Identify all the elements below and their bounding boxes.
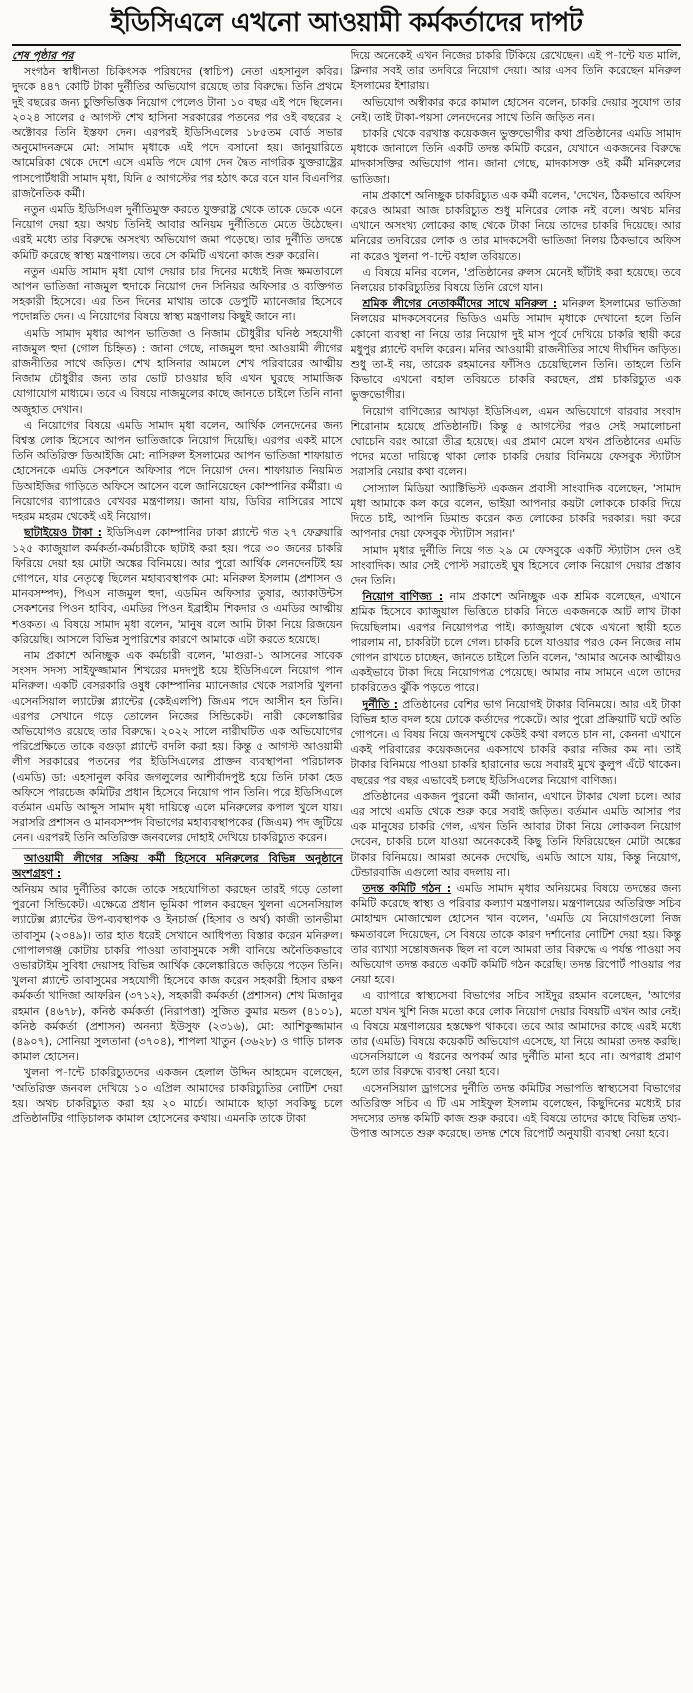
subhead: আওয়ামী লীগের সক্রিয় কর্মী হিসেবে মনিরুলের বিভিন্ন অনুষ্ঠানে অংশগ্রহণ : bbox=[12, 851, 343, 880]
kicker: শেষ পৃষ্ঠার পর bbox=[12, 49, 74, 62]
paragraph bbox=[12, 525, 343, 647]
paragraph: সংগঠন স্বাধীনতা চিকিৎসক পরিষদের (স্বাচিপ) নেতা এহসানুল কবির। দুদকে ৪৪৭ কোটি টাকা দুর্নীতির অভিযোগ রয়েছে তার বিরুদ্ধে। তিনি প্রথমে দুই বছরের জন্য চুক্তিভিত্তিক নিয়োগ পেলেও টানা ১০ বছর এই পদে ছিলেন। ২০২৪ সালের ৫ আগস্ট শেখ হাসিনা সরকারের পতনের পর ওই বছরের ২ অক্টোবর তিনি ইস্তফা দেন। এরপরই ইডিসিএলের ১৮৫তম বোর্ড সভার অনুমোদনক্রমে মো: সামাদ মৃধাকে এই পদে বসানো হয়। জানুয়ারিতে আমেরিকা থেকে দেশে এসে এমডি পদে যোগ দেন দ্বৈত নাগরিক যুক্তরাষ্ট্রের পাসপোর্টধারী সামাদ মৃধা, যিনি ৫ আগস্টের পর হঠাৎ করে বনে যান বিএনপির রাজনৈতিক কর্মী। bbox=[12, 65, 343, 200]
headline: ইডিসিএলে এখনো আওয়ামী কর্মকর্তাদের দাপট bbox=[110, 8, 583, 38]
paragraph: নাম প্রকাশে অনিচ্ছুক চাকরিচ্যুত এক কর্মী বলেন, 'দেখেন, ঠিকভাবে অফিস করেও আমরা আজ চাকরিচ্যুত শুধু মনিরের লোক নই বলে। অথচ মনির এখানে অসংখ্য লোকের কাছ থেকে টাকা নিয়ে তাদের চাকরি দিয়েছে। আর মনিরের তদবিরের লোক ও তার মাদকসেবী ভাতিজা নিলয় ঠিকভাবে অফিস না করেও খুলনা প-ান্টে বহাল তবিয়তে। bbox=[350, 188, 681, 263]
paragraph: এমডি সামাদ মৃধার আপন ভাতিজা ও নিজাম চৌধুরীর ঘনিষ্ঠ সহযোগী নাজমুল হুদা (গোল চিহ্নিত) : জানা গেছে, নাজমুল হুদা আওয়ামী লীগের রাজনীতির সাথে জড়িত। শেখ হাসিনার আমলে শেখ পরিবারের আত্মীয় নিজাম চৌধুরীর জন্য তার ভোট চাওয়ার ছবি এখন ঘুরছে সামাজিক যোগাযোগ মাধ্যমে। তবে এ বিষয়ে নাজমুলের কাছে জানতে চাইলে তিনি নানা অজুহাত দেখান। bbox=[12, 326, 343, 416]
paragraph: এ বিষয়ে মনির বলেন, 'প্রতিষ্ঠানের রুলস মেনেই ছাঁটাই করা হয়েছে। তবে নিলয়ের চাকরিচ্যুতির বিষয়ে তিনি রেগে যান। bbox=[350, 265, 681, 295]
paragraph-text: এমডি সামাদ মৃধার অনিয়মের বিষয়ে তদন্তের জন্য কমিটি করেছে স্বাস্থ্য ও পরিবার কল্যাণ মন্ত্রণালয়। মন্ত্রণালয়ের অতিরিক্ত সচিব মোহাম্মদ মোজাম্মেল হোসেন খান বলেন, 'এমডি যে নিয়োগগুলো নিজ ক্ষমতাবলে দিয়েছেন, সে বিষয়ে তাকে কারণ দর্শানোর নোটিশ দেয়া হয়। কিন্তু তার ব্যাখ্যা সন্তোষজনক ছিল না বলে আমরা তার বিরুদ্ধে এ পর্যন্ত পাওয়া সব অভিযোগ তদন্ত করতে একটি কমিটি গঠন করেছি। তদন্ত রিপোর্ট পাওয়ার পর নেয়া হবে। bbox=[350, 881, 681, 987]
paragraph: নিয়োগ বাণিজ্যের আখড়া ইডিসিএল, এমন অভিযোগে বারবার সংবাদ শিরোনাম হয়েছে প্রতিষ্ঠানটি। কিন্তু ৫ আগস্টের পরও সেই সমালোচনা ঘোচেনি বরং আরো তীব্র হয়েছে। এর প্রমাণ মেলে যখন প্রতিষ্ঠানের এমডি পদের মতো দায়িত্বে থাকা লোক চাকরি দেয়ার বিনিময়ে ফেসবুক স্ট্যাটাস সরাসরি নেয়ার কথা বলেন। bbox=[350, 404, 681, 479]
paragraph: নাম প্রকাশে অনিচ্ছুক এক কর্মচারী বলেন, 'মাগুরা-১ আসনের সাবেক সংসদ সদস্য সাইফুজ্জামান শিখরের মদদপুষ্ট হয়ে ইডিসিএলে নিয়োগ পান মনিরুল। একটি বেসরকারি ওষুধ কোম্পানির ম্যানেজার থেকে সরাসরি খুলনা এসেনসিয়াল ল্যাটেক্স প্ল্যান্টের (কেইএলপি) জিএম পদে আসীন হন তিনি। এরপর সেখানে গড়ে তোলেন নিজের সিন্ডিকেট। নারী কেলেঙ্কারির অভিযোগও রয়েছে তার বিরুদ্ধে। ২০২২ সালে নারীঘটিত এক অভিযোগের পরিপ্রেক্ষিতে তাকে বগুড়া প্ল্যান্টে বদলি করা হয়। কিন্তু ৫ আগস্ট আওয়ামী লীগ সরকারের পতনের পর ইডিসিএলের প্রাক্তন ব্যবস্থাপনা পরিচালক (এমডি) ডা: এহসানুল কবির জগলুলের আশীর্বাদপুষ্ট হয়ে তিনি ঢাকা হেড অফিসে পারচেজ কমিটির প্রধান হিসেবে নিয়োগ পান তিনি। পরে ইডিসিএলে বর্তমান এমডি আব্দুস সামাদ মৃধা দায়িত্বে এলে মনিরুলের কপাল খুলে যায়। সরাসরি প্রশাসন ও মানবসম্পদ বিভাগের মহাব্যবস্থাপকের (জিএম) পদ জুটিয়ে নেন। এরপরই তিনি অতিরিক্ত জনবলের দোহাই দেখিয়ে চাকরিচ্যুত করেন। bbox=[12, 648, 343, 845]
paragraph bbox=[351, 881, 682, 987]
subhead: তদন্ত কমিটি গঠন : bbox=[362, 881, 452, 895]
paragraph: অনিয়ম আর দুর্নীতির কাজে তাকে সহযোগিতা করছেন তারই গড়ে তোলা পুরনো সিন্ডিকেট। এক্ষেত্রে প্রধান ভূমিকা পালন করছেন খুলনা এসেনসিয়াল ল্যাটেক্স প্ল্যান্টের উপ-ব্যবস্থাপক ও ইনচার্জ (হিসাব ও অর্থ) কাজী তানভীমা তাবাসুম (২৩৪৯)। তার হাত ধরেই সেখানে আধিপত্য বিস্তার করেন মনিরুল। গোপালগঞ্জ কোটায় চাকরি পাওয়া তাবাসুমকে সঙ্গী বানিয়ে অনৈতিকভাবে ওভারটাইম সুবিধা দেয়াসহ বিভিন্ন আর্থিক কেলেঙ্কারিতে জড়িয়ে পড়েন তিনি। খুলনা প্ল্যান্টে তাবাসুমের সহযোগী হিসেবে কাজ করেন সহকারী হিসাব রক্ষণ কর্মকর্তা খাদিজা আফরিন (৩৭১২), সহকারী কর্মকর্তা (প্রশাসন) শেখ মিজানুর রহমান (৪৬৭৮), কনিষ্ঠ কর্মকর্তা (নিরাপত্তা) সুজিত কুমার মন্ডল (৪১০১), কনিষ্ঠ কর্মকর্তা (প্রশাসন) অনন্যা ইউসুফ (২৩১৬), মো: আশিকুজ্জামান (৪৯০৭), সোনিয়া সুলতানা (৩৭০৪), শাপলা খাতুন (৩৬২৮) ও গাড়ি চালক কামাল হোসেন। bbox=[12, 882, 343, 1064]
paragraph: এ ব্যাপারে স্বাস্থ্যসেবা বিভাগের সচিব সাইদুর রহমান বলেছেন, 'আগের মতো যখন খুশি নিজ মতো করে লোক নিয়োগ দেয়ার বিষয়টি এখন আর নেই। এ বিষয়ে মন্ত্রণালয়ের হস্তক্ষেপ থাকবে। তবে আর আমাদের কাছে এরই মধ্যে তার (এমডি) বিষয়ে কয়েকটি অভিযোগ এসেছে, যা নিয়ে আমরা তদন্ত করছি। এসেনসিয়ালে এ ধরনের অপকর্ম আর দুর্নীতি মানা হবে না। অপরাধ প্রমাণ হলে তার বিরুদ্ধে ব্যবস্থা নেয়া হবে। bbox=[350, 989, 681, 1079]
paragraph: চাকরি থেকে বরখাস্ত কয়েকজন ভুক্তভোগীর কথা প্রতিষ্ঠানের এমডি সামাদ মৃধাকে জানালে তিনি একটি তদন্ত কমিটি করেন, যেখানে একজনের বিরুদ্ধে মাদকাসক্তির অভিযোগ পান। জানা গেছে, মাদকাসক্ত ওই কর্মী মনিরুলের ভাতিজা। bbox=[350, 127, 681, 186]
subhead: ছাটাইয়েও টাকা : bbox=[24, 526, 102, 540]
paragraph: অভিযোগ অস্বীকার করে কামাল হোসেন বলেন, চাকরি দেয়ার সুযোগ তার নেই। তাই টাকা-পয়সা লেনদেনের সাথে তিনি জড়িত নন। bbox=[350, 95, 681, 124]
subhead: নিয়োগ বাণিজ্য : bbox=[362, 590, 444, 604]
paragraph: এসেনসিয়াল ড্রাগসের দুর্নীতি তদন্ত কমিটির সভাপতি স্বাস্থ্যসেবা বিভাগের অতিরিক্ত সচিব এ টি এম সাইফুল ইসলাম বলেছেন, কিছুদিনের মধ্যেই চার সদস্যের তদন্ত কমিটি কাজ শুরু করবে। এই বিষয়ে তাদের কাছে বিভিন্ন তথ্য-উপাত্ত আসতে শুরু করেছে। তদন্ত শেষে রিপোর্ট অনুযায়ী ব্যবস্থা নেয়া হবে। bbox=[350, 1081, 681, 1141]
paragraph-text: ইডিসিএল কোম্পানির ঢাকা প্ল্যান্টে গত ২৭ ফেব্রুয়ারি ১২৫ ক্যাজুয়াল কর্মকর্তা-কর্মচারীকে ছাটাই করা হয়। পরে ৩০ জনের চাকরি ফিরিয়ে দেয়া হয় মোটা অঙ্কের বিনিময়ে। আর পুরো আর্থিক লেনদেনটিই হয় গোপনে, যার নেতৃত্বে ছিলেন মহাব্যবস্থাপক মো: মনিরুল ইসলাম (প্রশাসন ও মানবসম্পদ), পিএস নাজমুল হুদা, এডমিন অফিসার তুষার, অ্যাকাউন্টস সেকশনের পিওন হাবিব, এমডির পিওন ইব্রাহীম শিকদার ও এমডির আত্মীয় শওকত। এ বিষয়ে সামাদ মৃধা বলেন, 'মানুষ বলে আমি টাকা নিয়ে রিজয়েন করিয়েছি। আসলে বিভিন্ন সুপারিশের কারণে আমাকে এটা করতে হয়েছে। bbox=[12, 526, 343, 646]
paragraph: প্রতিষ্ঠানের একজন পুরনো কর্মী জানান, এখানে টাকার খেলা চলে। আর এর সাথে এমডি থেকে শুরু করে সবাই জড়িত। বর্তমান এমডি আসার পর এক মানুষের চাকরি গেল, এখন তিনি আবার টাকা নিয়ে লোকবল নিয়োগ দেবেন, চাকরি চলে যাওয়া অনেককেই কিছু তিনি ফিরিয়েছেন মোটা অঙ্কের টাকার বিনিময়ে। আমরা অনেক দেখেছি, এমডি আসে যায়, কিন্তু নিয়োগ, টেন্ডারবাজি এগুলো আর বদলায় না। bbox=[350, 789, 681, 879]
paragraph: নতুন এমডি সামাদ মৃধা যোগ দেয়ার চার দিনের মধ্যেই নিজ ক্ষমতাবলে আপন ভাতিজা নাজমুল হুদাকে নিয়োগ দেন সিনিয়র অফিসার ও ব্যক্তিগত সহকারী হিসেবে। এর তিন দিনের মাথায় তাকে ডেপুটি ম্যানেজার হিসেবে পদোন্নতি দেন। এ নিয়োগের বিষয়ে স্বাস্থ্য মন্ত্রণালয় কিছুই জানে না। bbox=[12, 264, 343, 324]
paragraph: খুলনা প-ান্টে চাকরিচ্যুতদের একজন হেলাল উদ্দিন আহমেদ বলেছেন, 'অতিরিক্ত জনবল দেখিয়ে ১০ এপ্রিল আমাদের চাকরিচ্যুতির নোটিশ দেয়া হয়। অথচ চাকরিচ্যুত করা হয় ২০ মার্চে। আমাকে ছাড়া সবকিছু চলে প্রতিষ্ঠানটির গাড়িচালক কামাল হোসেনের কথায়। এমনকি তাকে টাকা bbox=[12, 1066, 343, 1126]
right-column bbox=[351, 48, 682, 1693]
paragraph: সোস্যাল মিডিয়া অ্যাক্টিভিস্ট একজন প্রবাসী সাংবাদিক বলেছেন, 'সামাদ মৃধা আমাকে কল করে বলেন, ভাইয়া আপনার কয়টা লোককে চাকরি দিয়ে দিতে চাই, আপনি ডিমান্ড করেন কত লোকের চাকরি দরকার। দয়া করে আপনার দেয়া ফেসবুক স্ট্যাটাস সরান।' bbox=[350, 481, 681, 541]
paragraph bbox=[12, 48, 343, 63]
subhead: শ্রমিক লীগের নেতাকর্মীদের সাথে মনিরুল : bbox=[362, 297, 558, 311]
subhead: দুর্নীতি : bbox=[362, 697, 399, 711]
paragraph bbox=[351, 589, 682, 695]
paragraph: দিয়ে অনেকেই এখন নিজের চাকরি টিকিয়ে রেখেছেন। এই প-ান্টে যত মালি, ক্লিনার সবই তার তদবিরে নিয়োগ দেয়া। আর এসব তিনি করেছেন মনিরুল ইসলামের ইশারায়। bbox=[350, 49, 681, 93]
paragraph bbox=[351, 296, 682, 402]
paragraph-text: নাম প্রকাশে অনিচ্ছুক এক শ্রমিক বলেছেন, এখানে শ্রমিক হিসেবে ক্যাজুয়াল ভিত্তিতে চাকরি নিতে একজনকে আট লাখ টাকা দিয়েছিলাম। এরপর নিয়োগপত্র পাই। ক্যাজুয়াল থেকে এখনো স্থায়ী হতে পারলাম না, চাকরিটা চলে গেল। চাকরি চলে যাওয়ার পরও কেন নিজের নাম গোপন রাখতে চাচ্ছেন, জানতে চাইলে তিনি বলেন, 'আমার অনেক আত্মীয়ও একইভাবে টাকা দিয়ে নিয়োগপত্র পেয়েছে। আমার নাম সামনে এলে তাদের চাকরিতেও ঝুঁকি পড়তে পারে। bbox=[350, 590, 681, 695]
paragraph: সামাদ মৃধার দুর্নীতি নিয়ে গত ২৯ মে ফেসবুকে একটি স্ট্যাটাস দেন ওই সাংবাদিক। আর সেই পোস্ট সরাতেই ঘুষ হিসেবে লোক নিয়োগ দেয়ার প্রস্তাব দেন তিনি। bbox=[350, 543, 681, 587]
paragraph bbox=[351, 697, 682, 788]
divider bbox=[12, 848, 343, 849]
headline-rule bbox=[12, 44, 681, 46]
paragraph: এ নিয়োগের বিষয়ে এমডি সামাদ মৃধা বলেন, আর্থিক লেনদেনের জন্য বিশ্বস্ত লোক হিসেবে আপন ভাতিজাকে নিয়োগ দিয়েছি। এরপর একই মাসে তিনি অতিরিক্ত ডিআইজি মো: নাসিরুল ইসলামের আপন ভাতিজা শাফায়াত হোসেনকে এমডি সেকশনে অফিসার পদে নিয়োগ দেন। শাফায়াত নিয়মিত ডিআইজির গাড়িতে অফিসে আসেন বলে জানিয়েছেন কোম্পানির কর্মীরা। এ নিয়োগের ব্যাপারেও বেখবর মন্ত্রণালয়। জানা যায়, ডিবির নাসিরের সাথে দহরম মহরম থেকেই এই নিয়োগ। bbox=[12, 418, 343, 524]
left-column bbox=[12, 48, 343, 1693]
paragraph-text: প্রতিষ্ঠানের বেশির ভাগ নিয়োগই টাকার বিনিময়ে। আর এই টাকা বিভিন্ন হাত বদল হয়ে ঢোকে কর্তাদের পকেটে। আর পুরো প্রক্রিয়াটি ঘটে অতি গোপনে। এ বিষয় নিয়ে জনসম্মুখে কেউই কথা বলতে চান না, কেননা এখানে একই পরিবারের কয়েকজনের একসাথে চাকরি করার নজির কম না। তাই টাকার বিনিময়ে পাওয়া চাকরি হারানোর ভয়ে সবারই মুখে কুলুপ এঁটে থাকেন। বছরের পর বছর এভাবেই চলছে ইডিসিএলের নিয়োগ বাণিজ্য। bbox=[350, 697, 681, 787]
paragraph: নতুন এমডি ইডিসিএল দুর্নীতিমুক্ত করতে যুক্তরাষ্ট্র থেকে তাকে ডেকে এনে নিয়োগ দেয়া হয়। অথচ তিনিই আবার অনিয়ম দুর্নীতিতে মেতে উঠেছেন। এরই মধ্যে তার বিরুদ্ধে অসংখ্য অভিযোগ জমা পড়েছে। তার দুর্নীতি তদন্তে কমিটি করেছে স্বাস্থ্য মন্ত্রণালয়। তবে সে কমিটি এখনো কাজ শুরু করেনি। bbox=[12, 203, 343, 262]
article-columns bbox=[12, 48, 681, 1693]
paragraph-text: মনিরুল ইসলামের ভাতিজা নিলয়ের মাদকসেবনের ভিডিও এমডি সামাদ মৃধাকে দেখানো হলে তিনি কোনো ব্যবস্থা না নিয়ে তার নিয়োগ দুই মাস পূর্বে দেখিয়ে চাকরি স্থায়ী করে মধুপুর প্ল্যান্টে বদলি করেন। মনির আওয়ামী রাজনীতির সাথে দীর্ঘদিন জড়িত। শুধু তা-ই নয়, তারেক রহমানের ফাঁসিও চেয়েছিলেন তিনি। তাহলে তিনি কিভাবে এখনো বহাল তবিয়তে চাকরি করছেন, প্রশ্ন চাকরিচ্যুত এক ভুক্তভোগীর। bbox=[350, 297, 681, 402]
